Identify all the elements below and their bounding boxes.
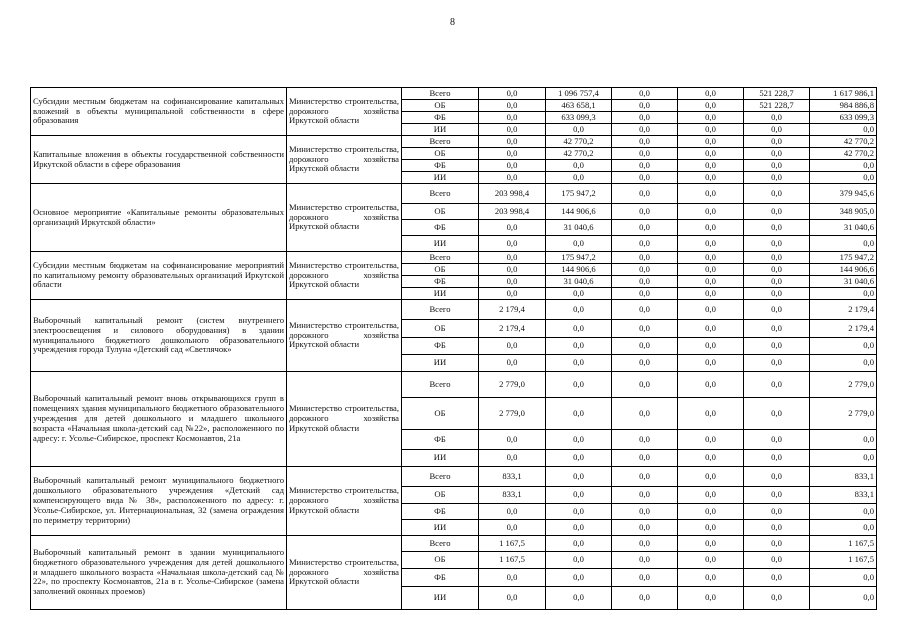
value-cell: 0,0 <box>612 398 678 430</box>
measure-description: Субсидии местным бюджетам на софинансирование мероприятий по капитальному ремонту образовательных организаций Иркутской области <box>31 252 287 300</box>
total-cell: 633 099,3 <box>810 112 877 124</box>
funding-source: ИИ <box>402 355 479 372</box>
value-cell: 0,0 <box>546 587 612 610</box>
total-cell: 42 770,2 <box>810 136 877 148</box>
value-cell: 0,0 <box>479 252 546 264</box>
value-cell: 0,0 <box>678 487 744 504</box>
value-cell: 0,0 <box>612 355 678 372</box>
total-cell: 0,0 <box>810 450 877 467</box>
value-cell: 0,0 <box>546 288 612 300</box>
funding-source: ФБ <box>402 338 479 355</box>
value-cell: 0,0 <box>744 398 810 430</box>
value-cell: 0,0 <box>744 252 810 264</box>
value-cell: 0,0 <box>546 536 612 552</box>
value-cell: 0,0 <box>546 355 612 372</box>
value-cell: 0,0 <box>678 276 744 288</box>
page-number: 8 <box>450 17 455 28</box>
total-cell: 0,0 <box>810 160 877 172</box>
value-cell: 0,0 <box>744 450 810 467</box>
total-cell: 0,0 <box>810 338 877 355</box>
value-cell: 0,0 <box>678 264 744 276</box>
value-cell: 0,0 <box>546 338 612 355</box>
total-cell: 2 779,0 <box>810 398 877 430</box>
value-cell: 0,0 <box>612 430 678 450</box>
table-row <box>31 300 877 320</box>
table-row <box>31 372 877 398</box>
funding-source: ИИ <box>402 124 479 136</box>
value-cell: 203 998,4 <box>479 184 546 204</box>
value-cell: 0,0 <box>744 124 810 136</box>
value-cell: 0,0 <box>678 100 744 112</box>
value-cell: 0,0 <box>612 136 678 148</box>
value-cell: 1 167,5 <box>479 536 546 552</box>
value-cell: 0,0 <box>678 450 744 467</box>
funding-source: Всего <box>402 467 479 487</box>
value-cell: 0,0 <box>744 355 810 372</box>
total-cell: 2 179,4 <box>810 300 877 320</box>
value-cell: 31 040,6 <box>546 220 612 236</box>
total-cell: 0,0 <box>810 430 877 450</box>
funding-source: ИИ <box>402 236 479 252</box>
value-cell: 0,0 <box>479 220 546 236</box>
value-cell: 0,0 <box>479 160 546 172</box>
value-cell: 0,0 <box>479 276 546 288</box>
value-cell: 0,0 <box>479 587 546 610</box>
value-cell: 0,0 <box>479 148 546 160</box>
value-cell: 0,0 <box>479 338 546 355</box>
value-cell: 0,0 <box>479 520 546 536</box>
value-cell: 0,0 <box>546 569 612 587</box>
value-cell: 0,0 <box>612 172 678 184</box>
value-cell: 0,0 <box>744 160 810 172</box>
value-cell: 0,0 <box>612 204 678 220</box>
value-cell: 0,0 <box>678 355 744 372</box>
value-cell: 0,0 <box>678 569 744 587</box>
value-cell: 0,0 <box>744 204 810 220</box>
value-cell: 0,0 <box>546 487 612 504</box>
value-cell: 0,0 <box>678 136 744 148</box>
value-cell: 0,0 <box>612 220 678 236</box>
value-cell: 0,0 <box>612 124 678 136</box>
value-cell: 0,0 <box>612 587 678 610</box>
funding-source: Всего <box>402 372 479 398</box>
funding-source: ФБ <box>402 569 479 587</box>
value-cell: 0,0 <box>612 487 678 504</box>
value-cell: 0,0 <box>678 504 744 520</box>
total-cell: 31 040,6 <box>810 276 877 288</box>
table-row <box>31 252 877 264</box>
value-cell: 0,0 <box>744 236 810 252</box>
total-cell: 0,0 <box>810 569 877 587</box>
value-cell: 0,0 <box>479 504 546 520</box>
funding-source: Всего <box>402 300 479 320</box>
funding-source: Всего <box>402 136 479 148</box>
value-cell: 0,0 <box>612 504 678 520</box>
responsible-executor: Министерство строительства, дорожного хозяйства Иркутской области <box>287 467 402 536</box>
value-cell: 0,0 <box>479 355 546 372</box>
funding-source: ОБ <box>402 204 479 220</box>
value-cell: 0,0 <box>479 124 546 136</box>
value-cell: 633 099,3 <box>546 112 612 124</box>
responsible-executor: Министерство строительства, дорожного хозяйства Иркутской области <box>287 300 402 372</box>
funding-source: ОБ <box>402 487 479 504</box>
value-cell: 0,0 <box>546 172 612 184</box>
value-cell: 0,0 <box>612 536 678 552</box>
value-cell: 0,0 <box>678 552 744 569</box>
value-cell: 0,0 <box>546 504 612 520</box>
value-cell: 0,0 <box>678 520 744 536</box>
responsible-executor: Министерство строительства, дорожного хозяйства Иркутской области <box>287 136 402 184</box>
value-cell: 0,0 <box>546 398 612 430</box>
value-cell: 0,0 <box>744 172 810 184</box>
funding-source: ФБ <box>402 220 479 236</box>
value-cell: 0,0 <box>744 288 810 300</box>
value-cell: 0,0 <box>546 552 612 569</box>
value-cell: 0,0 <box>612 288 678 300</box>
value-cell: 0,0 <box>678 587 744 610</box>
value-cell: 0,0 <box>612 467 678 487</box>
total-cell: 0,0 <box>810 236 877 252</box>
total-cell: 0,0 <box>810 520 877 536</box>
funding-source: ФБ <box>402 160 479 172</box>
responsible-executor: Министерство строительства, дорожного хозяйства Иркутской области <box>287 252 402 300</box>
value-cell: 0,0 <box>479 430 546 450</box>
value-cell: 0,0 <box>479 264 546 276</box>
value-cell: 0,0 <box>678 338 744 355</box>
value-cell: 0,0 <box>546 160 612 172</box>
value-cell: 463 658,1 <box>546 100 612 112</box>
value-cell: 0,0 <box>744 587 810 610</box>
measure-description: Основное мероприятие «Капитальные ремонты образовательных организаций Иркутской области» <box>31 184 287 252</box>
value-cell: 0,0 <box>744 220 810 236</box>
value-cell: 0,0 <box>546 520 612 536</box>
value-cell: 0,0 <box>546 372 612 398</box>
funding-source: ОБ <box>402 148 479 160</box>
value-cell: 0,0 <box>744 300 810 320</box>
value-cell: 0,0 <box>744 372 810 398</box>
value-cell: 0,0 <box>678 184 744 204</box>
value-cell: 0,0 <box>744 148 810 160</box>
measure-description: Субсидии местным бюджетам на софинансирование капитальных вложений в объекты муниципальной собственности в сфере образования <box>31 88 287 136</box>
total-cell: 31 040,6 <box>810 220 877 236</box>
measure-description: Выборочный капитальный ремонт муниципального бюджетного дошкольного образовательного учреждения «Детский сад компенсирующего вида № 38», расположенного по адресу: г. Усолье-Сибирское, ул. Интернациональная, 32 (замена ограждения по периметру территории) <box>31 467 287 536</box>
value-cell: 2 779,0 <box>479 398 546 430</box>
value-cell: 0,0 <box>744 184 810 204</box>
total-cell: 379 945,6 <box>810 184 877 204</box>
budget-table <box>30 87 877 610</box>
value-cell: 0,0 <box>744 552 810 569</box>
value-cell: 833,1 <box>479 467 546 487</box>
funding-source: ФБ <box>402 276 479 288</box>
responsible-executor: Министерство строительства, дорожного хозяйства Иркутской области <box>287 184 402 252</box>
value-cell: 0,0 <box>479 450 546 467</box>
total-cell: 1 167,5 <box>810 536 877 552</box>
table-row <box>31 88 877 100</box>
total-cell: 175 947,2 <box>810 252 877 264</box>
value-cell: 0,0 <box>612 300 678 320</box>
funding-source: Всего <box>402 252 479 264</box>
funding-source: ОБ <box>402 264 479 276</box>
total-cell: 2 779,0 <box>810 372 877 398</box>
funding-source: Всего <box>402 88 479 100</box>
value-cell: 0,0 <box>479 288 546 300</box>
total-cell: 0,0 <box>810 172 877 184</box>
value-cell: 0,0 <box>678 300 744 320</box>
total-cell: 2 179,4 <box>810 320 877 338</box>
value-cell: 0,0 <box>678 398 744 430</box>
value-cell: 0,0 <box>612 112 678 124</box>
value-cell: 0,0 <box>612 338 678 355</box>
total-cell: 1 167,5 <box>810 552 877 569</box>
value-cell: 0,0 <box>678 112 744 124</box>
funding-source: ИИ <box>402 172 479 184</box>
funding-source: ИИ <box>402 587 479 610</box>
value-cell: 0,0 <box>546 450 612 467</box>
value-cell: 0,0 <box>678 372 744 398</box>
value-cell: 0,0 <box>479 100 546 112</box>
value-cell: 0,0 <box>678 220 744 236</box>
value-cell: 0,0 <box>744 276 810 288</box>
total-cell: 984 886,8 <box>810 100 877 112</box>
value-cell: 144 906,6 <box>546 204 612 220</box>
value-cell: 0,0 <box>744 338 810 355</box>
table-row <box>31 536 877 552</box>
value-cell: 0,0 <box>678 88 744 100</box>
value-cell: 0,0 <box>678 288 744 300</box>
value-cell: 0,0 <box>479 569 546 587</box>
value-cell: 0,0 <box>744 136 810 148</box>
value-cell: 2 179,4 <box>479 320 546 338</box>
value-cell: 1 096 757,4 <box>546 88 612 100</box>
value-cell: 0,0 <box>546 300 612 320</box>
measure-description: Выборочный капитальный ремонт в здании муниципального бюджетного образовательного учреждения для детей дошкольного и младшего школьного возраста «Начальная школа-детский сад № 22», по проспекту Космонавтов, 21а в г. Усолье-Сибирское (замена заполнений оконных проемов) <box>31 536 287 610</box>
total-cell: 0,0 <box>810 504 877 520</box>
table-row <box>31 184 877 204</box>
value-cell: 175 947,2 <box>546 184 612 204</box>
value-cell: 31 040,6 <box>546 276 612 288</box>
funding-source: ФБ <box>402 112 479 124</box>
value-cell: 0,0 <box>744 320 810 338</box>
value-cell: 0,0 <box>678 172 744 184</box>
value-cell: 175 947,2 <box>546 252 612 264</box>
value-cell: 0,0 <box>744 467 810 487</box>
value-cell: 0,0 <box>678 320 744 338</box>
value-cell: 0,0 <box>678 236 744 252</box>
value-cell: 1 167,5 <box>479 552 546 569</box>
value-cell: 0,0 <box>744 520 810 536</box>
value-cell: 0,0 <box>678 160 744 172</box>
value-cell: 0,0 <box>612 184 678 204</box>
value-cell: 0,0 <box>612 569 678 587</box>
responsible-executor: Министерство строительства, дорожного хозяйства Иркутской области <box>287 372 402 467</box>
value-cell: 521 228,7 <box>744 88 810 100</box>
value-cell: 0,0 <box>744 112 810 124</box>
responsible-executor: Министерство строительства, дорожного хозяйства Иркутской области <box>287 88 402 136</box>
value-cell: 0,0 <box>612 372 678 398</box>
total-cell: 42 770,2 <box>810 148 877 160</box>
value-cell: 0,0 <box>612 450 678 467</box>
value-cell: 2 779,0 <box>479 372 546 398</box>
value-cell: 0,0 <box>612 320 678 338</box>
funding-source: ФБ <box>402 504 479 520</box>
table-row <box>31 136 877 148</box>
value-cell: 0,0 <box>479 112 546 124</box>
value-cell: 0,0 <box>744 504 810 520</box>
total-cell: 0,0 <box>810 587 877 610</box>
total-cell: 833,1 <box>810 487 877 504</box>
funding-source: ИИ <box>402 520 479 536</box>
value-cell: 833,1 <box>479 487 546 504</box>
funding-source: ОБ <box>402 320 479 338</box>
measure-description: Выборочный капитальный ремонт (систем внутреннего электроосвещения и силового оборудования) в здании муниципального бюджетного дошкольного образовательного учреждения города Тулуна «Детский сад «Светлячок» <box>31 300 287 372</box>
total-cell: 144 906,6 <box>810 264 877 276</box>
value-cell: 0,0 <box>678 536 744 552</box>
measure-description: Капитальные вложения в объекты государственной собственности Иркутской области в сфере образования <box>31 136 287 184</box>
value-cell: 0,0 <box>479 136 546 148</box>
total-cell: 0,0 <box>810 288 877 300</box>
total-cell: 0,0 <box>810 355 877 372</box>
value-cell: 0,0 <box>678 252 744 264</box>
responsible-executor: Министерство строительства, дорожного хозяйства Иркутской области <box>287 536 402 610</box>
value-cell: 0,0 <box>546 236 612 252</box>
value-cell: 0,0 <box>479 88 546 100</box>
value-cell: 144 906,6 <box>546 264 612 276</box>
value-cell: 0,0 <box>612 252 678 264</box>
value-cell: 0,0 <box>744 264 810 276</box>
value-cell: 0,0 <box>612 100 678 112</box>
value-cell: 203 998,4 <box>479 204 546 220</box>
funding-source: Всего <box>402 536 479 552</box>
value-cell: 0,0 <box>744 569 810 587</box>
funding-source: ОБ <box>402 552 479 569</box>
table-row <box>31 467 877 487</box>
value-cell: 0,0 <box>678 467 744 487</box>
funding-source: ОБ <box>402 100 479 112</box>
value-cell: 0,0 <box>678 430 744 450</box>
value-cell: 2 179,4 <box>479 300 546 320</box>
funding-source: ИИ <box>402 288 479 300</box>
funding-source: ИИ <box>402 450 479 467</box>
value-cell: 0,0 <box>744 487 810 504</box>
value-cell: 0,0 <box>678 148 744 160</box>
value-cell: 0,0 <box>612 276 678 288</box>
value-cell: 0,0 <box>479 236 546 252</box>
value-cell: 0,0 <box>612 88 678 100</box>
funding-source: ФБ <box>402 430 479 450</box>
value-cell: 521 228,7 <box>744 100 810 112</box>
total-cell: 1 617 986,1 <box>810 88 877 100</box>
value-cell: 0,0 <box>479 172 546 184</box>
funding-source: ОБ <box>402 398 479 430</box>
value-cell: 0,0 <box>612 520 678 536</box>
value-cell: 0,0 <box>612 160 678 172</box>
total-cell: 348 905,0 <box>810 204 877 220</box>
value-cell: 0,0 <box>546 320 612 338</box>
total-cell: 833,1 <box>810 467 877 487</box>
value-cell: 0,0 <box>612 236 678 252</box>
value-cell: 42 770,2 <box>546 136 612 148</box>
value-cell: 0,0 <box>546 124 612 136</box>
funding-source: Всего <box>402 184 479 204</box>
total-cell: 0,0 <box>810 124 877 136</box>
value-cell: 0,0 <box>612 148 678 160</box>
value-cell: 0,0 <box>612 264 678 276</box>
value-cell: 0,0 <box>744 430 810 450</box>
value-cell: 0,0 <box>744 536 810 552</box>
value-cell: 0,0 <box>612 552 678 569</box>
value-cell: 0,0 <box>678 124 744 136</box>
measure-description: Выборочный капитальный ремонт вновь открывающихся групп в помещениях здания муниципального бюджетного образовательного учреждения для детей дошкольного и младшего школьного возраста «Начальная школа-детский сад №22», расположенного по адресу: г. Усолье-Сибирское, проспект Космонавтов, 21а <box>31 372 287 467</box>
value-cell: 0,0 <box>678 204 744 220</box>
value-cell: 0,0 <box>546 467 612 487</box>
value-cell: 42 770,2 <box>546 148 612 160</box>
value-cell: 0,0 <box>546 430 612 450</box>
